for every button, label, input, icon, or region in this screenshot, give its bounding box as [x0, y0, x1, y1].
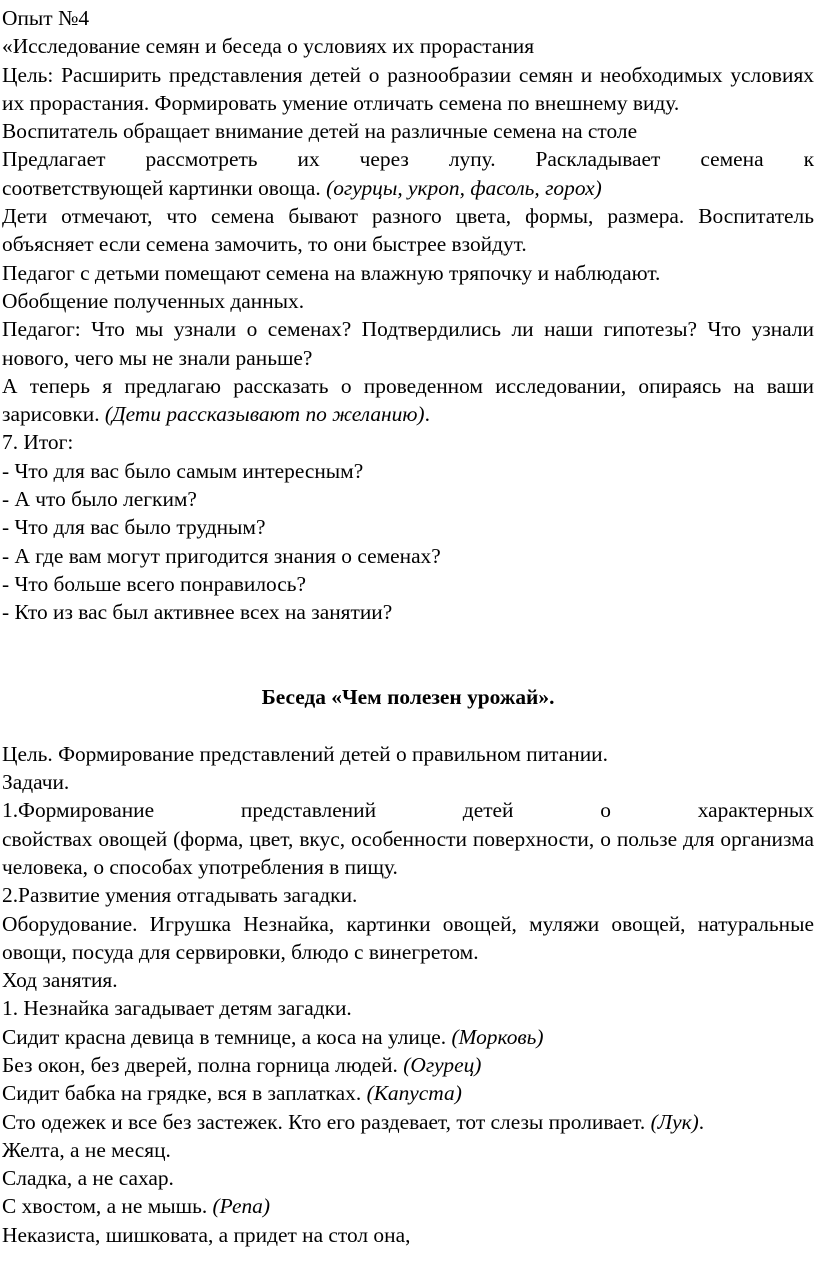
conversation-goal: Цель. Формирование представлений детей о правильном питании. [2, 741, 608, 766]
result-title: 7. Итог: [2, 430, 74, 455]
riddle-text: Сидит бабка на грядке, вся в заплатках. [2, 1081, 367, 1106]
tell-story-text: А теперь я предлагаю рассказать о проведенном исследовании, опираясь на ваши зарисовки. [2, 373, 814, 427]
suggest-text: соответствующей картинки овоща. [2, 175, 327, 200]
riddle-line [2, 1051, 814, 1079]
riddle-text: С хвостом, а не мышь. [2, 1194, 213, 1219]
conversation-heading: Беседа «Чем полезен урожай». [261, 685, 555, 710]
task1-rest: свойствах овощей (форма, цвет, вкус, особенности поверхности, о пользе для организма человека, о способах употребления в пищу. [2, 826, 814, 879]
tell-story-end: . [424, 402, 430, 427]
question-item: - Что для вас было самым интересным? [2, 458, 364, 483]
riddle-line [2, 1023, 814, 1051]
experiment-subtitle: «Исследование семян и беседа о условиях их прорастания [2, 34, 535, 59]
paragraph-teacher-questions: Педагог: Что мы узнали о семенах? Подтвердились ли наши гипотезы? Что узнали нового, чего мы не знали раньше? [2, 317, 814, 370]
paragraph-suggest-line1: Предлагает рассмотреть их через лупу. Раскладывает семена к [2, 147, 814, 172]
riddle-answer: (Морковь) [451, 1024, 544, 1049]
experiment-title: Опыт №4 [2, 6, 90, 30]
paragraph-tell-story [2, 372, 814, 429]
riddle-answer: (Огурец) [403, 1052, 482, 1077]
riddle-text: Сидит красна девица в темнице, а коса на улице. [2, 1024, 452, 1049]
paragraph-suggest-line2 [2, 174, 814, 202]
riddle-text: Без окон, без дверей, полна горница людей. [2, 1052, 404, 1077]
paragraph-summary: Обобщение полученных данных. [2, 288, 305, 313]
process-title: Ход занятия. [2, 968, 118, 993]
blank-space [2, 711, 814, 739]
question-item: - Что больше всего понравилось? [2, 571, 307, 596]
equipment: Оборудование. Игрушка Незнайка, картинки овощей, муляжи овощей, натуральные овощи, посуда для сервировки, блюдо с винегретом. [2, 911, 814, 964]
paragraph-attention: Воспитатель обращает внимание детей на различные семена на столе [2, 119, 638, 144]
tell-story-italic: (Дети рассказывают по желанию) [104, 402, 425, 427]
question-item: - Кто из вас был активнее всех на занятии? [2, 600, 393, 625]
blank-space [2, 627, 814, 684]
riddle-line [2, 1079, 814, 1107]
riddle-line [2, 1192, 814, 1220]
riddle-line: Желта, а не месяц. [2, 1137, 171, 1162]
paragraph-teacher-places: Педагог с детьми помещают семена на влажную тряпочку и наблюдают. [2, 260, 661, 285]
experiment-goal: Цель: Расширить представления детей о разнообразии семян и необходимых условиях их прорастания. Формировать умение отличать семена по внешнему виду. [2, 62, 814, 115]
riddle-answer: (Лук) [650, 1109, 699, 1134]
paragraph-children-note: Дети отмечают, что семена бывают разного цвета, формы, размера. Воспитатель объясняет если семена замочить, то они быстрее взойдут. [2, 204, 814, 257]
riddle-end: . [698, 1109, 705, 1134]
step1: 1. Незнайка загадывает детям загадки. [2, 996, 352, 1021]
riddle-answer: (Капуста) [366, 1081, 462, 1106]
riddle-line: Сладка, а не сахар. [2, 1166, 174, 1191]
riddle-text: Сто одежек и все без застежек. Кто его раздевает, тот слезы проливает. [2, 1109, 651, 1134]
question-item: - А где вам могут пригодится знания о семенах? [2, 543, 441, 568]
task1-line1: 1.Формирование представлений детей о характерных [2, 798, 814, 823]
seed-list-italic: (огурцы, укроп, фасоль, горох) [326, 175, 602, 200]
riddle-line [2, 1108, 814, 1136]
question-item: - Что для вас было трудным? [2, 515, 266, 540]
task2: 2.Развитие умения отгадывать загадки. [2, 883, 358, 908]
riddle-line: Неказиста, шишковата, а придет на стол она, [2, 1222, 411, 1247]
riddle-answer: (Репа) [212, 1194, 270, 1219]
question-item: - А что было легким? [2, 487, 197, 512]
tasks-title: Задачи. [2, 770, 70, 795]
